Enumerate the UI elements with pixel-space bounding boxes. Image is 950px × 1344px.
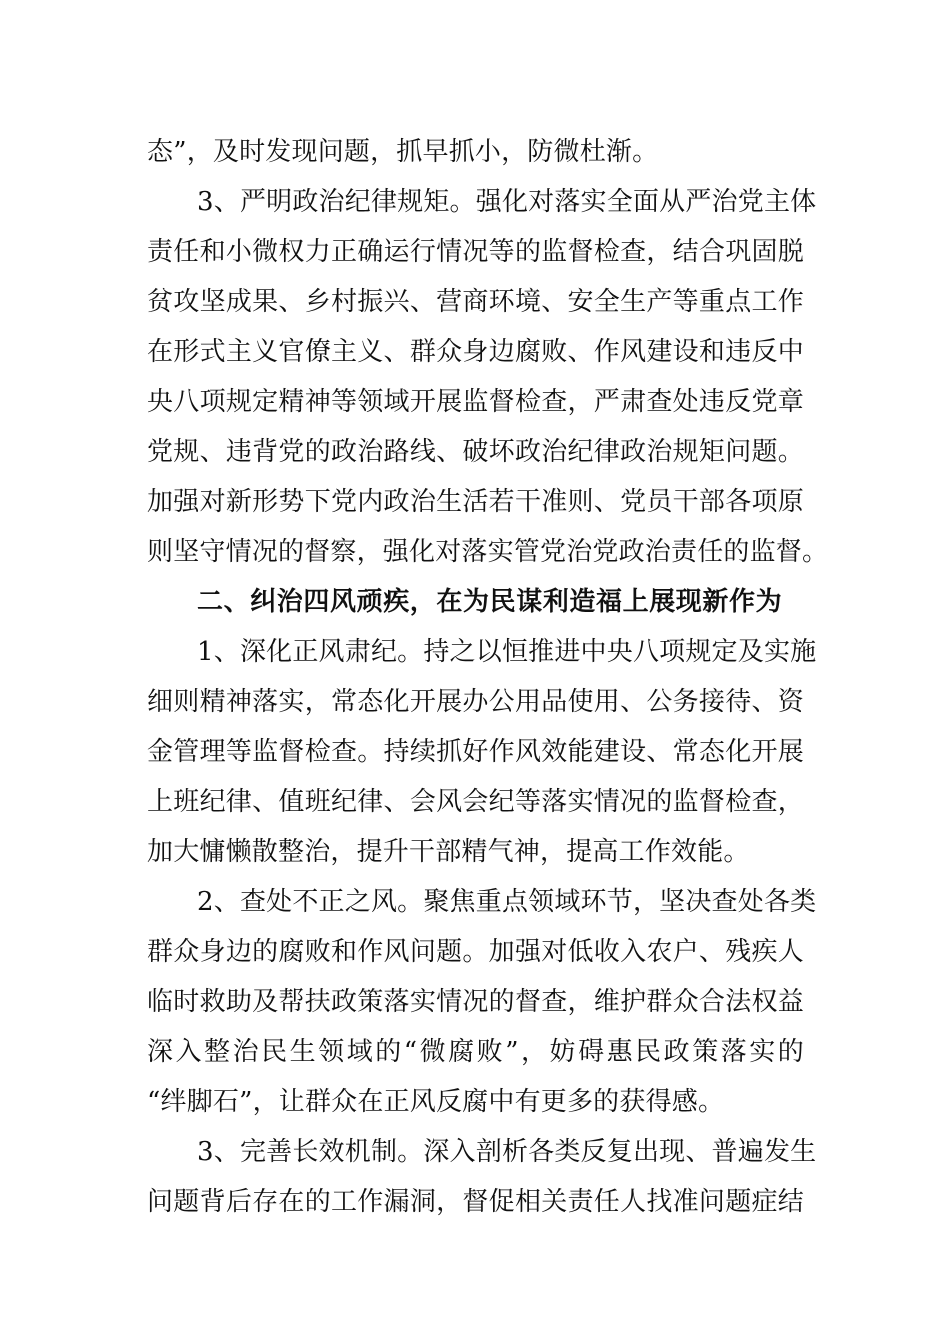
text-line-2: 3、严明政治纪律规矩。强化对落实全面从严治党主体: [197, 187, 817, 217]
text-line-18: 临时救助及帮扶政策落实情况的督查，维护群众合法权益: [147, 987, 804, 1017]
text-line-8: 加强对新形势下党内政治生活若干准则、党员干部各项原: [147, 487, 804, 517]
text-line-6: 央八项规定精神等领域开展监督检查，严肃查处违反党章: [147, 387, 804, 417]
text-line-17: 群众身边的腐败和作风问题。加强对低收入农户、残疾人: [147, 937, 804, 967]
text-line-9: 则坚守情况的督察，强化对落实管党治党政治责任的监督。: [147, 537, 829, 567]
text-line-1: 态”，及时发现问题，抓早抓小，防微杜渐。: [147, 137, 659, 167]
text-line-13: 金管理等监督检查。持续抓好作风效能建设、常态化开展: [147, 737, 804, 767]
text-line-19: 深入整治民生领域的“微腐败”，妨碍惠民政策落实的: [147, 1037, 804, 1067]
text-line-20: “绊脚石”，让群众在正风反腐中有更多的获得感。: [147, 1087, 725, 1117]
text-line-15: 加大慵懒散整治，提升干部精气神，提高工作效能。: [147, 837, 750, 867]
text-line-14: 上班纪律、值班纪律、会风会纪等落实情况的监督检查，: [147, 787, 804, 817]
text-line-16: 2、查处不正之风。聚焦重点领域环节，坚决查处各类: [197, 887, 817, 917]
text-line-7: 党规、违背党的政治路线、破坏政治纪律政治规矩问题。: [147, 437, 804, 467]
text-line-4: 贫攻坚成果、乡村振兴、营商环境、安全生产等重点工作: [147, 287, 804, 317]
section-heading: 二、纠治四风顽疾，在为民谋利造福上展现新作为: [197, 587, 783, 617]
text-line-22: 问题背后存在的工作漏洞，督促相关责任人找准问题症结: [147, 1187, 804, 1217]
text-line-21: 3、完善长效机制。深入剖析各类反复出现、普遍发生: [197, 1137, 817, 1167]
text-line-5: 在形式主义官僚主义、群众身边腐败、作风建设和违反中: [147, 337, 804, 367]
text-line-12: 细则精神落实，常态化开展办公用品使用、公务接待、资: [147, 687, 804, 717]
text-line-3: 责任和小微权力正确运行情况等的监督检查，结合巩固脱: [147, 237, 804, 267]
text-line-11: 1、深化正风肃纪。持之以恒推进中央八项规定及实施: [197, 637, 817, 667]
